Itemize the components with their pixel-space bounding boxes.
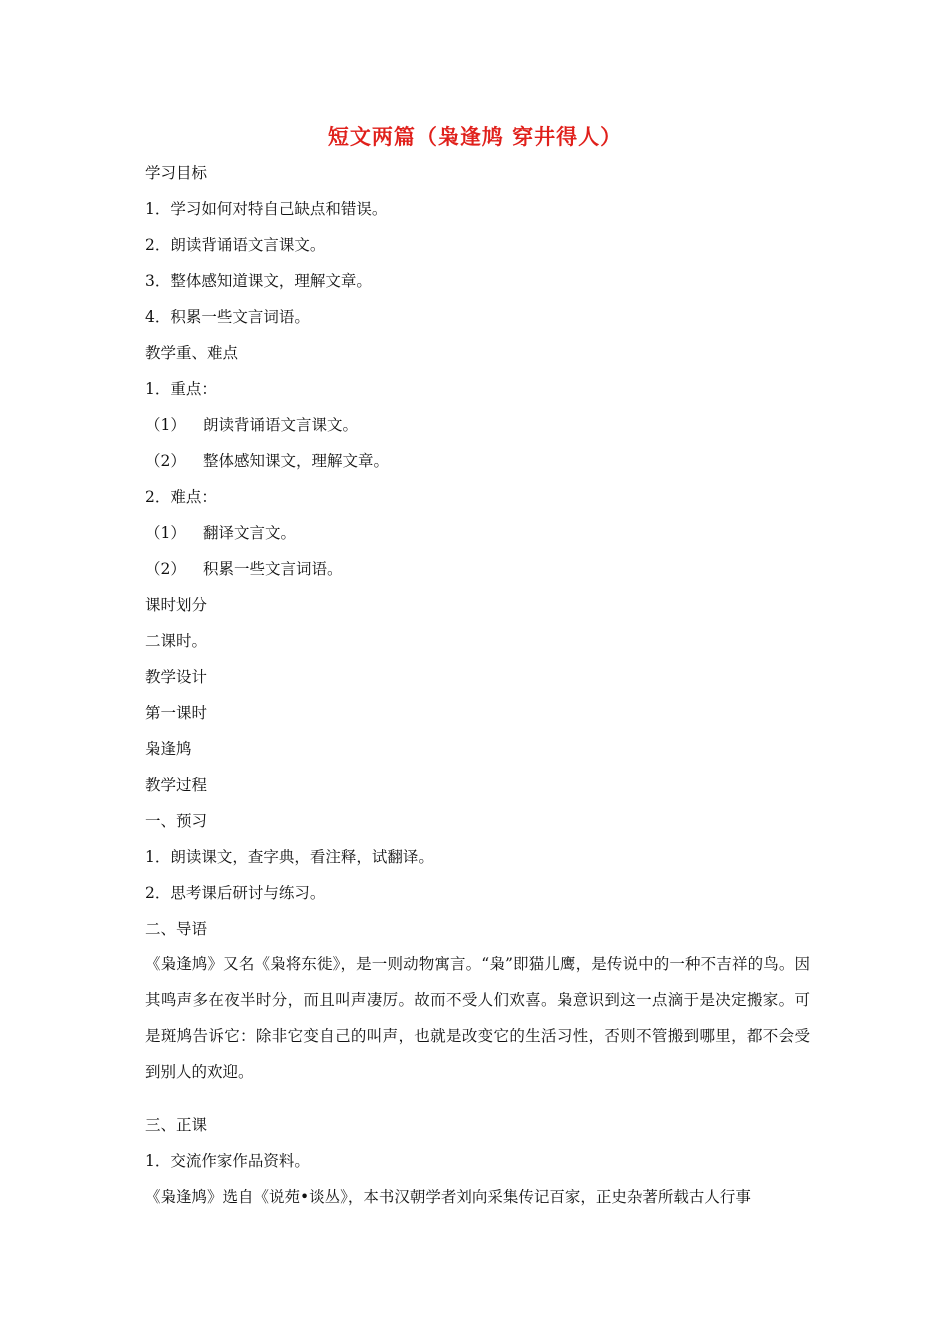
diff-item-1: [145, 523, 815, 543]
heading-key-difficult: 教学重、难点: [145, 344, 239, 362]
section-introduction: 二、导语: [145, 920, 208, 938]
heading-teaching-process: 教学过程: [145, 776, 208, 794]
goal-item-1: 1．学习如何对特自己缺点和错误。: [145, 200, 388, 218]
key-item-2-text: 整体感知课文，理解文章。: [203, 452, 390, 470]
diff-item-2-num: （2）: [145, 560, 186, 578]
preview-item-2: 2．思考课后研讨与练习。: [145, 884, 326, 902]
class-count: 二课时。: [145, 632, 208, 650]
key-item-1-text: 朗读背诵语文言课文。: [203, 416, 359, 434]
key-item-2: [145, 451, 815, 471]
heading-learning-goals: 学习目标: [145, 164, 208, 182]
first-lesson-label: 第一课时: [145, 704, 208, 722]
diff-item-2: [145, 559, 815, 579]
goal-item-3: 3．整体感知道课文，理解文章。: [145, 272, 372, 290]
key-item-1: [145, 415, 815, 435]
goal-item-4: 4．积累一些文言词语。: [145, 308, 310, 326]
section-main-lesson: 三、正课: [145, 1116, 208, 1134]
heading-class-division: 课时划分: [145, 596, 208, 614]
difficulty-label: 2．难点：: [145, 488, 217, 506]
document-title: 短文两篇（枭逢鸠 穿井得人）: [327, 124, 623, 149]
diff-item-1-text: 翻译文言文。: [203, 524, 297, 542]
diff-item-1-num: （1）: [145, 524, 186, 542]
preview-item-1: 1．朗读课文，查字典，看注释，试翻译。: [145, 848, 434, 866]
source-paragraph: 《枭逢鸠》选自《说苑•谈丛》，本书汉朝学者刘向采集传记百家，正史杂著所载古人行事: [145, 1188, 751, 1206]
key-points-label: 1．重点：: [145, 380, 217, 398]
lesson-title: 枭逢鸠: [145, 740, 192, 758]
key-item-1-num: （1）: [145, 416, 186, 434]
section-preview: 一、预习: [145, 812, 208, 830]
goal-item-2: 2．朗读背诵语文言课文。: [145, 236, 326, 254]
intro-paragraph: 《枭逢鸠》又名《枭将东徙》，是一则动物寓言。“枭”即猫儿鹰，是传说中的一种不吉祥的鸟。因其鸣声多在夜半时分，而且叫声凄厉。故而不受人们欢喜。枭意识到这一点滴于是决定搬家。可是斑鸠告诉它：除非它变自己的叫声，也就是改变它的生活习性，否则不管搬到哪里，都不会受到别人的欢迎。: [145, 955, 810, 1081]
main-item-1: 1．交流作家作品资料。: [145, 1152, 310, 1170]
diff-item-2-text: 积累一些文言词语。: [203, 560, 343, 578]
heading-teaching-design: 教学设计: [145, 668, 208, 686]
key-item-2-num: （2）: [145, 452, 186, 470]
